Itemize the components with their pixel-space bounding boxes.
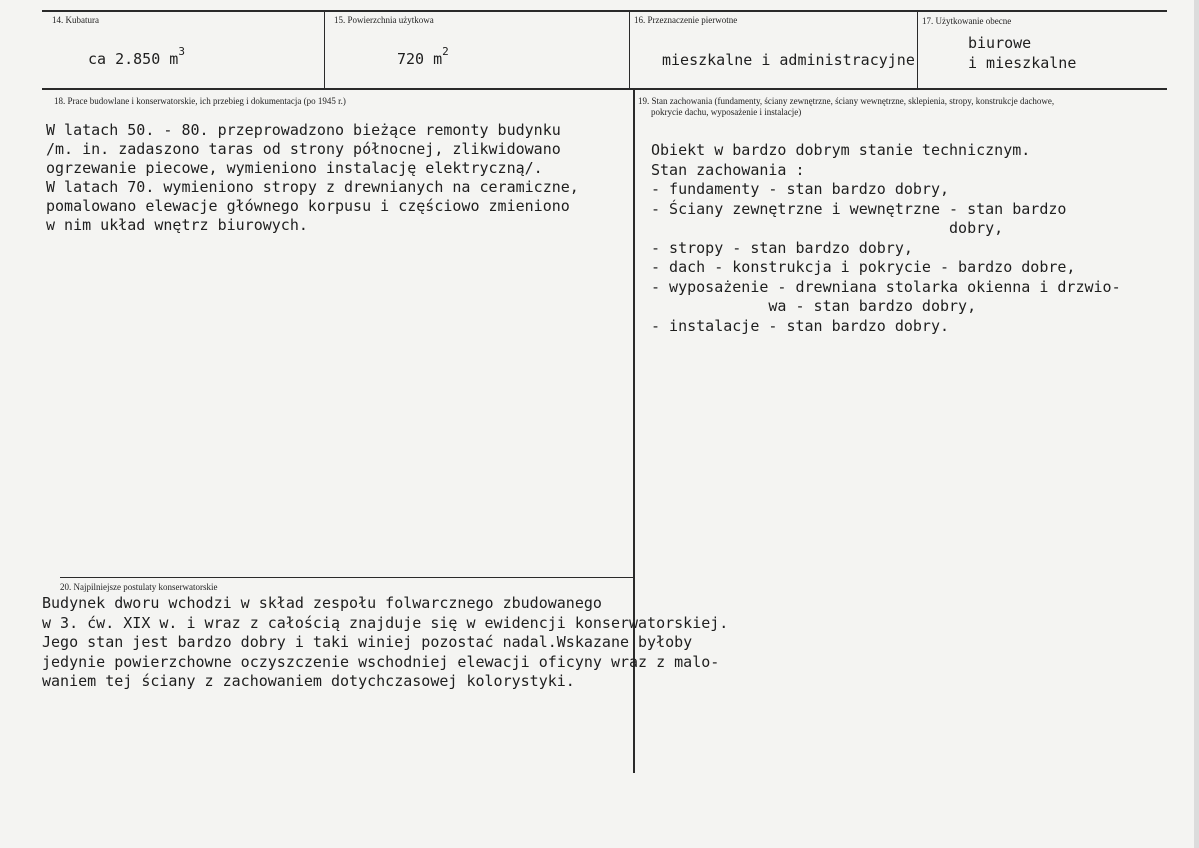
text-line: w 3. ćw. XIX w. i wraz z całością znajduje się w ewidencji konserwatorskiej. (42, 613, 729, 632)
field17-value-line2: i mieszkalne (968, 54, 1077, 72)
field17-value-line1: biurowe (968, 34, 1032, 52)
text-line: Jego stan jest bardzo dobry i taki winiej pozostać nadal.Wskazane byłoby (42, 633, 693, 651)
text-line: waniem tej ściany z zachowaniem dotychczasowej kolorystyki. (42, 672, 575, 690)
text-line: /m. in. zadaszono taras od strony północnej, zlikwidowano (46, 140, 561, 158)
field20-label: 20. Najpilniejsze postulaty konserwatorskie (60, 582, 218, 592)
text-line: W latach 50. - 80. przeprowadzono bieżące remonty budynku (46, 121, 561, 139)
field16-value: mieszkalne i administracyjne (662, 51, 915, 69)
text-line: - Ściany zewnętrzne i wewnętrzne - stan bardzo (651, 199, 1067, 218)
text-line: W latach 70. wymieniono stropy z drewnianych na ceramiczne, (46, 178, 579, 196)
field19-label-line1: 19. Stan zachowania (fundamenty, ściany zewnętrzne, ściany wewnętrzne, sklepienia, stropy, konstrukcje dachowe, (638, 96, 1055, 106)
field17-label: 17. Użytkowanie obecne (922, 16, 1012, 26)
field15-value: 720 $m^2$ (397, 45, 449, 68)
divider-15-16 (629, 10, 630, 90)
section20-top-border (60, 577, 634, 578)
text-line: Stan zachowania : (651, 160, 805, 179)
field15-label: 15. Powierzchnia użytkowa (334, 15, 434, 25)
field18-label: 18. Prace budowlane i konserwatorskie, ich przebieg i dokumentacja (po 1945 r.) (54, 96, 346, 106)
field19-text (651, 141, 1121, 336)
text-line: ogrzewanie piecowe, wymieniono instalację elektryczną/. (46, 159, 543, 177)
text-line: - stropy - stan bardzo dobry, (651, 238, 913, 257)
text-line: jedynie powierzchowne oczyszczenie wschodniej elewacji oficyny wraz z malo- (42, 652, 720, 671)
text-line: - wyposażenie - drewniana stolarka okienna i drzwio- (651, 277, 1121, 296)
text-line: dobry, (651, 219, 1004, 237)
text-line: - dach - konstrukcja i pokrycie - bardzo dobre, (651, 258, 1076, 276)
row1-bottom-border (42, 88, 1167, 90)
field20-text (42, 594, 728, 692)
top-border (42, 10, 1167, 12)
text-line: pomalowano elewacje głównego korpusu i częściowo zmieniono (46, 197, 570, 215)
text-line: Obiekt w bardzo dobrym stanie technicznym. (651, 141, 1031, 159)
field18-text (46, 121, 579, 235)
text-line: - instalacje - stan bardzo dobry. (651, 316, 950, 335)
divider-16-17 (917, 10, 918, 90)
field14-label: 14. Kubatura (52, 15, 99, 25)
text-line: - fundamenty - stan bardzo dobry, (651, 180, 950, 198)
field19-label-line2: pokrycie dachu, wyposażenie i instalacje) (651, 107, 802, 117)
text-line: wa - stan bardzo dobry, (651, 297, 977, 315)
divider-14-15 (324, 10, 325, 90)
text-line: w nim układ wnętrz biurowych. (46, 216, 308, 234)
scan-edge (1194, 0, 1199, 848)
field14-value: ca 2.850 $m^3$ (88, 45, 185, 68)
text-line: Budynek dworu wchodzi w skład zespołu folwarcznego zbudowanego (42, 594, 602, 612)
field16-label: 16. Przeznaczenie pierwotne (634, 15, 738, 25)
